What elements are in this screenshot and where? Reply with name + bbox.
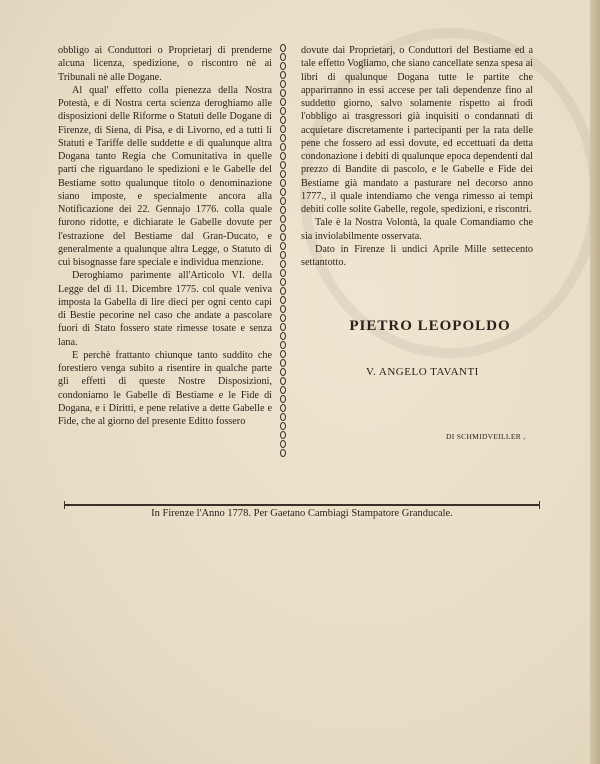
chain-link: [280, 89, 286, 97]
chain-link: [280, 314, 286, 322]
chain-link: [280, 152, 286, 160]
chain-link: [280, 107, 286, 115]
left-paragraph: Deroghiamo parimente all'Articolo VI. della Legge del dì 11. Dicembre 1775. col quale veniva imposta la Gabella di lire dieci per ogni cento capi di Bestie pecorine nel caso che andate a pascolare fuori di Stato fossero state rimesse tosate e senza lana.: [58, 270, 272, 348]
chain-link: [280, 332, 286, 340]
chain-link: [280, 350, 286, 358]
chain-link: [280, 53, 286, 61]
chain-link: [280, 323, 286, 331]
chain-link: [280, 116, 286, 124]
right-paragraph: dovute dai Proprietarj, o Conduttori del Bestiame ed a tale effetto Vogliamo, che siano cancellate senza spesa ai libri di qualunque Dogana tutte le partite che apparirranno in essi accese per tali dependenze fino al suddetto giorno, salvo solamente rispetto ai frodi l'obbligo ai trasgressori già inquisiti o condannati di acquietare discretamente i partecipanti per la rata delle pene che fossero ad essi dovute, ed eccettuati da detta condonazione i debiti di qualunque epoca dependenti dal prezzo di Bandite di pascolo, e le Gabelle e Fide dei Bestiame già mandato a pasturare nel decorso anno 1777., il quale intendiamo che venga rimesso ai tempi debiti colle solite Gabelle, regole, spedizioni, e riscontri.: [301, 45, 533, 215]
chain-link: [280, 269, 286, 277]
chain-link: [280, 98, 286, 106]
chain-link: [280, 62, 286, 70]
chain-link: [280, 422, 286, 430]
chain-link: [280, 251, 286, 259]
chain-link: [280, 44, 286, 52]
chain-link: [280, 161, 286, 169]
right-paragraph: Dato in Firenze li undici Aprile Mille settecento settantotto.: [301, 243, 533, 268]
chain-link: [280, 197, 286, 205]
chain-link: [280, 260, 286, 268]
chain-link: [280, 80, 286, 88]
chain-link: [280, 359, 286, 367]
chain-link: [280, 296, 286, 304]
left-column: [58, 44, 272, 428]
chain-link: [280, 404, 286, 412]
chain-link: [280, 125, 286, 133]
left-paragraph: Al qual' effetto colla pienezza della Nostra Potestà, e di Nostra certa scienza deroghiamo alle disposizioni delle Riforme o Statuti delle Dogane di Firenze, di Siena, di Pisa, e di Livorno, ed a tutti li Statuti e Tariffe delle suddette e di qualunque altra Dogana tanto Regia che Comunitativa in quelle parti che riguardano le spedizioni e le Gabelle del Bestiame sotto qualunque titolo o denominazione siano imposte, e specialmente ancora alla Notificazione dei 22. Gennajo 1776. colla quale furono ridotte, e dichiarate le Gabelle dovute per l'estrazione del Bestiame dal Gran-Ducato, e generalmente a qualunque altra Legge, o Statuto di cui bisognasse fare speciale e individua menzione.: [58, 84, 272, 268]
chain-link: [280, 413, 286, 421]
right-paragraph: Tale è la Nostra Volontà, la quale Comandiamo che sia inviolabilmente osservata.: [301, 217, 533, 242]
printer-imprint: In Firenze l'Anno 1778. Per Gaetano Cambiagi Stampatore Granducale.: [151, 508, 453, 519]
chain-link: [280, 341, 286, 349]
chain-link: [280, 134, 286, 142]
column-divider-chain: [276, 44, 290, 458]
left-paragraph: obbligo ai Conduttori o Proprietarj di prenderne alcuna licenza, spedizione, o riscontro nè ai Tribunali nè alle Dogane.: [58, 45, 272, 83]
chain-link: [280, 449, 286, 457]
chain-link: [280, 215, 286, 223]
chain-link: [280, 440, 286, 448]
chain-link: [280, 242, 286, 250]
chain-link: [280, 224, 286, 232]
imprint-rule: [64, 504, 540, 506]
secretary-signature: DI SCHMIDVEILLER ,: [446, 432, 526, 441]
chain-link: [280, 305, 286, 313]
chain-link: [280, 368, 286, 376]
chain-link: [280, 233, 286, 241]
chain-link: [280, 179, 286, 187]
chain-link: [280, 143, 286, 151]
chain-link: [280, 386, 286, 394]
chain-link: [280, 206, 286, 214]
chain-link: [280, 278, 286, 286]
paper-edge: [590, 0, 600, 764]
chain-link: [280, 395, 286, 403]
chain-link: [280, 170, 286, 178]
countersignature: V. ANGELO TAVANTI: [366, 366, 479, 378]
chain-link: [280, 71, 286, 79]
chain-link: [280, 431, 286, 439]
chain-link: [280, 188, 286, 196]
right-column: [301, 44, 533, 269]
left-paragraph: E perchè frattanto chiunque tanto suddito che forestiero venga subito a risentire in qualche parte gli effetti di queste Nostre Disposizioni, condoniamo le Gabelle di Bestiame e le Fide di Dogana, e i Diritti, e pene relative a dette Gabelle e Fide, che al giorno del presente Editto fossero: [58, 349, 272, 427]
chain-link: [280, 287, 286, 295]
chain-link: [280, 377, 286, 385]
sovereign-signature: PIETRO LEOPOLDO: [349, 318, 511, 334]
